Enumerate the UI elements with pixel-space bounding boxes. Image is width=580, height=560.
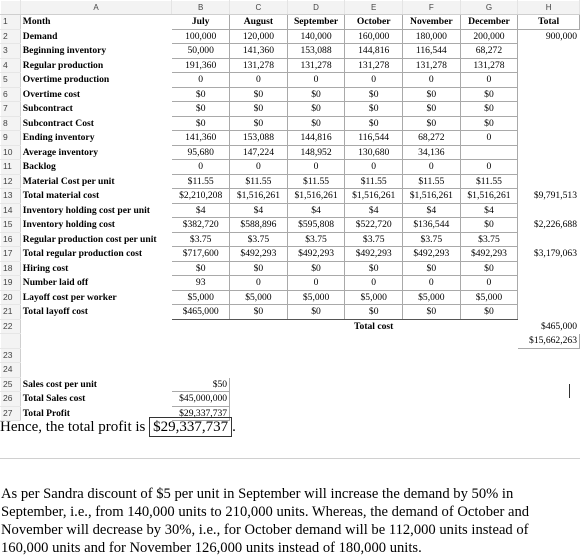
column-header-g[interactable]: G: [460, 1, 518, 15]
empty-cell[interactable]: [403, 392, 461, 407]
row-number[interactable]: 6: [1, 87, 21, 102]
value-cell[interactable]: $1,516,261: [287, 189, 345, 204]
row-number[interactable]: 12: [1, 174, 21, 189]
value-cell[interactable]: $1,516,261: [230, 189, 288, 204]
empty-cell[interactable]: [20, 363, 172, 378]
empty-cell[interactable]: [230, 363, 288, 378]
sheet-row: [1, 290, 580, 305]
sheet-row: [1, 87, 580, 102]
sheet-row: [1, 392, 580, 407]
value-cell[interactable]: 131,278: [403, 58, 461, 73]
value-cell[interactable]: $0: [345, 116, 403, 131]
summary-label-cell[interactable]: Sales cost per unit: [22, 378, 97, 390]
value-cell[interactable]: 0: [345, 276, 403, 291]
value-cell[interactable]: 95,680: [172, 145, 230, 160]
value-cell[interactable]: $0: [345, 102, 403, 117]
value-cell[interactable]: 131,278: [230, 58, 288, 73]
value-cell[interactable]: [518, 232, 580, 247]
value-cell[interactable]: $5,000: [287, 290, 345, 305]
value-cell[interactable]: $0: [403, 261, 461, 276]
value-cell[interactable]: 130,680: [345, 145, 403, 160]
value-cell[interactable]: 116,544: [403, 44, 461, 59]
value-cell[interactable]: [518, 160, 580, 175]
empty-cell[interactable]: [230, 334, 288, 349]
value-cell[interactable]: 0: [230, 276, 288, 291]
sheet-row: [1, 377, 580, 392]
value-cell[interactable]: $5,000: [403, 290, 461, 305]
value-cell[interactable]: 160,000: [345, 29, 403, 44]
row-number[interactable]: 9: [1, 131, 21, 146]
row-number[interactable]: 19: [1, 276, 21, 291]
value-cell[interactable]: $522,720: [345, 218, 403, 233]
empty-cell[interactable]: [518, 377, 580, 392]
row-number[interactable]: 21: [1, 305, 21, 320]
row-label-cell[interactable]: Overtime production: [22, 74, 110, 86]
row-number[interactable]: [1, 334, 21, 349]
sheet-row: [1, 160, 580, 175]
value-cell[interactable]: $4: [287, 203, 345, 218]
row-number[interactable]: 23: [1, 348, 21, 363]
empty-cell[interactable]: [20, 348, 172, 363]
column-header-f[interactable]: F: [403, 1, 461, 15]
value-cell[interactable]: [518, 174, 580, 189]
value-cell[interactable]: $5,000: [345, 290, 403, 305]
empty-cell[interactable]: [460, 377, 518, 392]
empty-cell[interactable]: [518, 392, 580, 407]
value-cell[interactable]: $0: [172, 261, 230, 276]
value-cell[interactable]: 0: [403, 73, 461, 88]
value-cell[interactable]: $11.55: [172, 174, 230, 189]
row-label-cell[interactable]: Subcontract Cost: [22, 117, 94, 129]
row-label-cell[interactable]: Ending inventory: [22, 132, 95, 144]
row-number[interactable]: 3: [1, 44, 21, 59]
value-cell[interactable]: $0: [460, 305, 518, 320]
value-cell[interactable]: 148,952: [287, 145, 345, 160]
row-number[interactable]: 27: [1, 406, 21, 421]
empty-cell[interactable]: [287, 377, 345, 392]
empty-cell[interactable]: [403, 406, 461, 421]
value-cell[interactable]: $0: [460, 218, 518, 233]
sheet-row: [1, 174, 580, 189]
value-cell[interactable]: $4: [403, 203, 461, 218]
value-cell[interactable]: $0: [460, 261, 518, 276]
value-cell[interactable]: 191,360: [172, 58, 230, 73]
value-cell[interactable]: 0: [460, 276, 518, 291]
layoff-total-cell[interactable]: $465,000: [541, 320, 577, 332]
value-cell[interactable]: 131,278: [287, 58, 345, 73]
value-cell[interactable]: $136,544: [403, 218, 461, 233]
section-divider: [0, 458, 580, 459]
value-cell[interactable]: [518, 58, 580, 73]
row-number[interactable]: 10: [1, 145, 21, 160]
row-number[interactable]: 1: [1, 15, 21, 30]
empty-cell[interactable]: [230, 377, 288, 392]
explanation-paragraph: As per Sandra discount of $5 per unit in September will increase the demand by 50% in September, i.e., from 140,000 units to 210,000 units. Whereas, the demand of October and November will decrease by 30%, i.e., for October demand will be 112,000 units instead of 160,000 units and for November 126,000 units instead of 180,000 units.: [1, 486, 530, 556]
value-cell[interactable]: $3.75: [345, 232, 403, 247]
value-cell[interactable]: [518, 73, 580, 88]
value-cell[interactable]: $5,000: [172, 290, 230, 305]
value-cell[interactable]: $3.75: [287, 232, 345, 247]
value-cell[interactable]: $3,179,063: [533, 248, 577, 260]
total-cost-label[interactable]: Total cost: [354, 320, 394, 332]
value-cell[interactable]: August: [230, 15, 288, 30]
empty-cell[interactable]: [172, 348, 230, 363]
row-number[interactable]: 24: [1, 363, 21, 378]
sheet-row: [1, 15, 580, 30]
value-cell[interactable]: $4: [172, 203, 230, 218]
value-cell[interactable]: $0: [230, 305, 288, 320]
row-number[interactable]: 26: [1, 392, 21, 407]
value-cell[interactable]: 141,360: [230, 44, 288, 59]
sheet-row: [1, 131, 580, 146]
row-label-cell[interactable]: Total regular production cost: [22, 248, 143, 260]
value-cell[interactable]: 34,136: [403, 145, 461, 160]
row-number[interactable]: 2: [1, 29, 21, 44]
grand-total-cell[interactable]: $15,662,263: [518, 334, 580, 349]
value-cell[interactable]: 68,272: [403, 131, 461, 146]
value-cell[interactable]: 120,000: [230, 29, 288, 44]
value-cell[interactable]: [518, 305, 580, 320]
row-label-cell[interactable]: Regular production: [22, 59, 104, 71]
value-cell[interactable]: $717,600: [172, 247, 230, 262]
row-label-cell[interactable]: Material Cost per unit: [22, 175, 115, 187]
value-cell[interactable]: 0: [287, 160, 345, 175]
row-number[interactable]: 15: [1, 218, 21, 233]
empty-cell[interactable]: [20, 319, 172, 334]
value-cell[interactable]: December: [460, 15, 518, 30]
value-cell[interactable]: 0: [172, 73, 230, 88]
empty-cell[interactable]: [172, 319, 230, 334]
value-cell[interactable]: July: [172, 15, 230, 30]
empty-cell[interactable]: [345, 348, 403, 363]
sheet-row: [1, 232, 580, 247]
sheet-row: [1, 102, 580, 117]
value-cell[interactable]: 0: [403, 276, 461, 291]
value-cell[interactable]: 900,000: [545, 30, 577, 42]
value-cell[interactable]: [518, 44, 580, 59]
select-all-corner[interactable]: [1, 1, 21, 15]
row-label-cell[interactable]: Backlog: [22, 161, 56, 173]
value-cell[interactable]: $0: [172, 102, 230, 117]
sheet-row: [1, 116, 580, 131]
empty-cell[interactable]: [230, 406, 288, 421]
value-cell[interactable]: $5,000: [460, 290, 518, 305]
empty-cell[interactable]: [460, 363, 518, 378]
value-cell[interactable]: $1,516,261: [345, 189, 403, 204]
row-label-cell[interactable]: Inventory holding cost: [22, 219, 115, 231]
row-number[interactable]: 18: [1, 261, 21, 276]
row-number[interactable]: 25: [1, 377, 21, 392]
value-cell[interactable]: [460, 145, 518, 160]
sheet-row: [1, 305, 580, 320]
value-cell[interactable]: $0: [403, 87, 461, 102]
row-label-cell[interactable]: Layoff cost per worker: [22, 291, 117, 303]
value-cell[interactable]: 153,088: [230, 131, 288, 146]
value-cell[interactable]: [518, 276, 580, 291]
row-number[interactable]: 5: [1, 73, 21, 88]
empty-cell[interactable]: [287, 348, 345, 363]
value-cell[interactable]: 180,000: [403, 29, 461, 44]
value-cell[interactable]: $11.55: [460, 174, 518, 189]
sheet-row: [1, 145, 580, 160]
value-cell[interactable]: $492,293: [287, 247, 345, 262]
empty-cell[interactable]: [460, 392, 518, 407]
value-cell[interactable]: $492,293: [230, 247, 288, 262]
value-cell[interactable]: $0: [345, 261, 403, 276]
empty-cell[interactable]: [518, 406, 580, 421]
value-cell[interactable]: $0: [287, 116, 345, 131]
answer-prefix: Hence, the total profit is: [0, 419, 150, 435]
row-label-cell[interactable]: Subcontract: [22, 103, 73, 115]
empty-cell[interactable]: [287, 392, 345, 407]
sheet-row: [1, 73, 580, 88]
value-cell[interactable]: 116,544: [345, 131, 403, 146]
empty-cell[interactable]: [403, 363, 461, 378]
row-number[interactable]: 16: [1, 232, 21, 247]
value-cell[interactable]: $1,516,261: [403, 189, 461, 204]
empty-cell[interactable]: [460, 348, 518, 363]
summary-label-cell[interactable]: Total Sales cost: [22, 393, 86, 405]
value-cell[interactable]: 0: [460, 131, 518, 146]
column-header-c[interactable]: C: [230, 1, 288, 15]
value-cell[interactable]: $9,791,513: [533, 190, 577, 202]
answer-line: [0, 419, 236, 436]
value-cell[interactable]: $0: [172, 87, 230, 102]
row-number[interactable]: 4: [1, 58, 21, 73]
value-cell[interactable]: $0: [230, 116, 288, 131]
summary-value-cell[interactable]: $45,000,000: [172, 392, 230, 407]
value-cell[interactable]: [518, 290, 580, 305]
value-cell[interactable]: $0: [287, 261, 345, 276]
value-cell[interactable]: 131,278: [460, 58, 518, 73]
value-cell[interactable]: 131,278: [345, 58, 403, 73]
sheet-row: [1, 319, 580, 334]
summary-value-cell[interactable]: $50: [172, 377, 230, 392]
row-number[interactable]: 8: [1, 116, 21, 131]
empty-cell[interactable]: [403, 377, 461, 392]
row-number[interactable]: 13: [1, 189, 21, 204]
value-cell[interactable]: [518, 87, 580, 102]
empty-cell[interactable]: [345, 377, 403, 392]
empty-cell[interactable]: [287, 334, 345, 349]
value-cell[interactable]: 0: [460, 73, 518, 88]
value-cell[interactable]: $0: [287, 102, 345, 117]
empty-cell[interactable]: [172, 363, 230, 378]
column-header-e[interactable]: E: [345, 1, 403, 15]
value-cell[interactable]: $465,000: [172, 305, 230, 320]
column-header-b[interactable]: B: [172, 1, 230, 15]
column-header-d[interactable]: D: [287, 1, 345, 15]
value-cell[interactable]: $3.75: [460, 232, 518, 247]
row-label-cell[interactable]: Regular production cost per unit: [22, 233, 157, 245]
value-cell[interactable]: $3.75: [230, 232, 288, 247]
value-cell[interactable]: 100,000: [172, 29, 230, 44]
value-cell[interactable]: $4: [230, 203, 288, 218]
value-cell[interactable]: [518, 145, 580, 160]
value-cell[interactable]: 141,360: [172, 131, 230, 146]
empty-cell[interactable]: [230, 348, 288, 363]
value-cell[interactable]: $2,226,688: [533, 219, 577, 231]
value-cell[interactable]: [518, 261, 580, 276]
value-cell[interactable]: $11.55: [230, 174, 288, 189]
value-cell[interactable]: $382,720: [172, 218, 230, 233]
summary-value-cell[interactable]: $29,337,737: [172, 406, 230, 421]
column-header-h[interactable]: H: [518, 1, 580, 15]
column-header-a[interactable]: A: [20, 1, 172, 15]
value-cell[interactable]: 50,000: [172, 44, 230, 59]
sheet-row: [1, 348, 580, 363]
value-cell[interactable]: [518, 116, 580, 131]
value-cell[interactable]: $0: [230, 261, 288, 276]
value-cell[interactable]: 0: [460, 160, 518, 175]
row-label-cell[interactable]: Month: [22, 16, 51, 28]
value-cell[interactable]: $3.75: [172, 232, 230, 247]
empty-cell[interactable]: [518, 348, 580, 363]
value-cell[interactable]: $0: [345, 87, 403, 102]
value-cell[interactable]: $2,210,208: [172, 189, 230, 204]
value-cell[interactable]: $11.55: [287, 174, 345, 189]
empty-cell[interactable]: [230, 392, 288, 407]
row-label-cell[interactable]: Number laid off: [22, 277, 89, 289]
value-cell[interactable]: $0: [287, 87, 345, 102]
value-cell[interactable]: $11.55: [403, 174, 461, 189]
answer-suffix: .: [232, 419, 236, 435]
value-cell[interactable]: $0: [460, 116, 518, 131]
value-cell[interactable]: Total: [518, 15, 580, 30]
value-cell[interactable]: 144,816: [345, 44, 403, 59]
column-header-row: [1, 1, 580, 15]
value-cell[interactable]: 147,224: [230, 145, 288, 160]
row-number[interactable]: 11: [1, 160, 21, 175]
row-number[interactable]: 7: [1, 102, 21, 117]
row-label-cell[interactable]: Average inventory: [22, 146, 98, 158]
value-cell[interactable]: 0: [345, 160, 403, 175]
value-cell[interactable]: $492,293: [403, 247, 461, 262]
row-number[interactable]: 20: [1, 290, 21, 305]
value-cell[interactable]: $0: [230, 102, 288, 117]
value-cell[interactable]: 144,816: [287, 131, 345, 146]
value-cell[interactable]: [518, 203, 580, 218]
empty-cell[interactable]: [287, 406, 345, 421]
sheet-row: [1, 261, 580, 276]
value-cell[interactable]: [518, 131, 580, 146]
empty-cell[interactable]: [345, 334, 403, 349]
empty-cell[interactable]: [172, 334, 230, 349]
text-cursor: [569, 384, 570, 398]
empty-cell[interactable]: [287, 363, 345, 378]
value-cell[interactable]: 0: [345, 73, 403, 88]
answer-value-box: $29,337,737: [149, 417, 232, 437]
sheet-row: [1, 44, 580, 59]
row-label-cell[interactable]: Overtime cost: [22, 88, 81, 100]
value-cell[interactable]: $0: [287, 305, 345, 320]
empty-cell[interactable]: [460, 334, 518, 349]
sheet-row: [1, 189, 580, 204]
value-cell[interactable]: September: [287, 15, 345, 30]
value-cell[interactable]: $11.55: [345, 174, 403, 189]
value-cell[interactable]: $595,808: [287, 218, 345, 233]
value-cell[interactable]: $492,293: [460, 247, 518, 262]
value-cell[interactable]: $0: [403, 102, 461, 117]
value-cell[interactable]: $0: [460, 102, 518, 117]
value-cell[interactable]: $0: [345, 305, 403, 320]
sheet-row: [1, 203, 580, 218]
value-cell[interactable]: 0: [287, 276, 345, 291]
sheet-row: [1, 334, 580, 349]
value-cell[interactable]: [518, 102, 580, 117]
value-cell[interactable]: $0: [460, 87, 518, 102]
value-cell[interactable]: $0: [172, 116, 230, 131]
value-cell[interactable]: 0: [230, 160, 288, 175]
sheet-row: [1, 29, 580, 44]
row-label-cell[interactable]: Inventory holding cost per unit: [22, 204, 151, 216]
row-number[interactable]: 14: [1, 203, 21, 218]
value-cell[interactable]: $0: [403, 305, 461, 320]
value-cell[interactable]: $492,293: [345, 247, 403, 262]
sheet-row: [1, 363, 580, 378]
empty-cell[interactable]: [20, 334, 172, 349]
row-label-cell[interactable]: Demand: [22, 30, 58, 42]
sheet-row: [1, 276, 580, 291]
row-label-cell[interactable]: Total layoff cost: [22, 306, 88, 318]
value-cell[interactable]: 0: [230, 73, 288, 88]
value-cell[interactable]: $3.75: [403, 232, 461, 247]
row-number[interactable]: 22: [1, 319, 21, 334]
summary-label-cell[interactable]: Total Profit: [22, 407, 70, 419]
value-cell[interactable]: 93: [172, 276, 230, 291]
empty-cell[interactable]: [518, 363, 580, 378]
value-cell[interactable]: 153,088: [287, 44, 345, 59]
row-label-cell[interactable]: Beginning inventory: [22, 45, 107, 57]
empty-cell[interactable]: [345, 363, 403, 378]
empty-cell[interactable]: [403, 348, 461, 363]
empty-cell[interactable]: [403, 334, 461, 349]
empty-cell[interactable]: [460, 406, 518, 421]
row-label-cell[interactable]: Hiring cost: [22, 262, 69, 274]
value-cell[interactable]: $588,896: [230, 218, 288, 233]
row-label-cell[interactable]: Total material cost: [22, 190, 100, 202]
value-cell[interactable]: 0: [287, 73, 345, 88]
empty-cell[interactable]: [345, 406, 403, 421]
value-cell[interactable]: November: [403, 15, 461, 30]
value-cell[interactable]: 0: [403, 160, 461, 175]
value-cell[interactable]: $0: [230, 87, 288, 102]
sheet-row: [1, 218, 580, 233]
value-cell[interactable]: 140,000: [287, 29, 345, 44]
value-cell[interactable]: $1,516,261: [460, 189, 518, 204]
sheet-row: [1, 58, 580, 73]
empty-cell[interactable]: [345, 392, 403, 407]
value-cell[interactable]: $0: [403, 116, 461, 131]
value-cell[interactable]: $4: [345, 203, 403, 218]
value-cell[interactable]: $4: [460, 203, 518, 218]
value-cell[interactable]: 200,000: [460, 29, 518, 44]
row-number[interactable]: 17: [1, 247, 21, 262]
value-cell[interactable]: 0: [172, 160, 230, 175]
value-cell[interactable]: 68,272: [460, 44, 518, 59]
value-cell[interactable]: $5,000: [230, 290, 288, 305]
sheet-row: [1, 247, 580, 262]
value-cell[interactable]: October: [345, 15, 403, 30]
